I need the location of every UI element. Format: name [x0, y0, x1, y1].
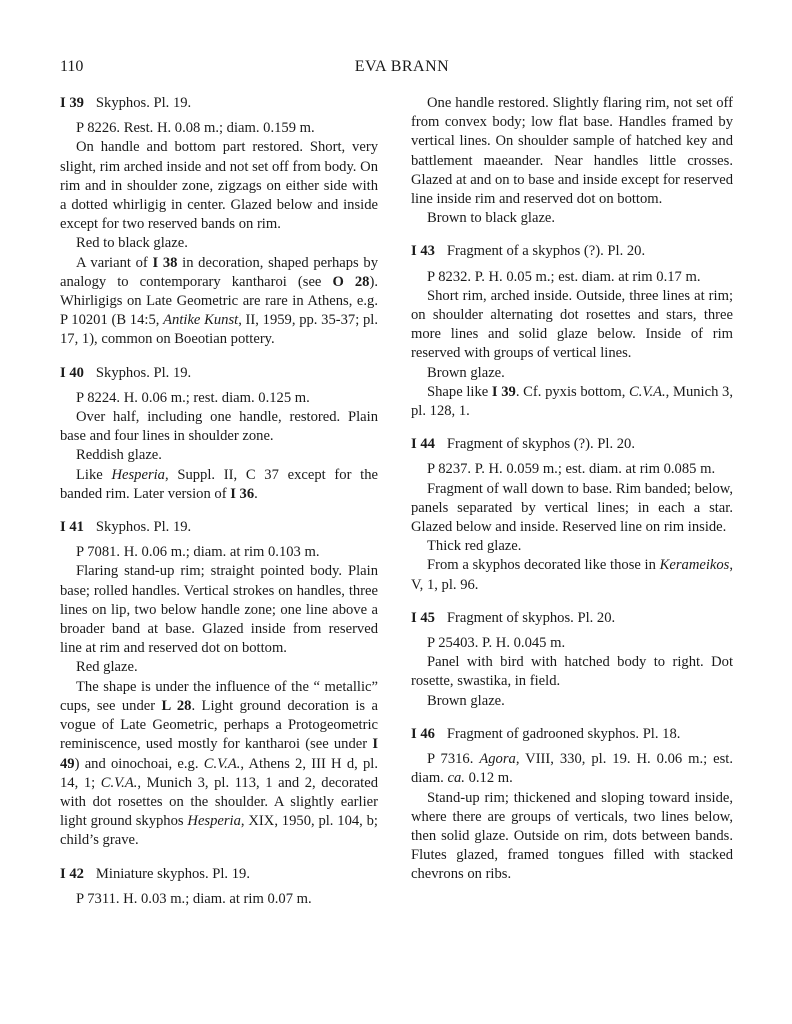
- description: One handle restored. Slightly flaring rim, not set off from convex body; low flat base. Handles framed by vertical lines. On shoulder sample of hatched key and battlement maeander. Near handles little crosses. Glazed at and on to base and inside except for reserved line inside rim and reserved dot on bottom.: [411, 95, 733, 208]
- entry-id: I 44: [411, 436, 435, 453]
- description: Over half, including one handle, restored. Plain base and four lines in shoulder zone.: [60, 409, 378, 445]
- entry-heading: [411, 435, 733, 454]
- entry-title: Skyphos. Pl. 19.: [95, 95, 192, 111]
- glaze: Red glaze.: [76, 659, 138, 676]
- inventory-line: P 7316. Agora, VIII, 330, pl. 19. H. 0.06 m.; est. diam. ca. 0.12 m.: [411, 751, 733, 787]
- glaze: Brown glaze.: [427, 364, 505, 381]
- commentary: A variant of I 38 in decoration, shaped perhaps by analogy to contemporary kantharoi (see O 28). Whirligigs on Late Geometric are rare in Athens, e.g. P 10201 (B 14:5, Antike Kunst, II, 1959, pp. 35-37; pl. 17, 1), common on Boeotian pottery.: [60, 254, 378, 348]
- entry-title: Miniature skyphos. Pl. 19.: [95, 865, 250, 882]
- catalogue-entry-i42-continued: [411, 94, 733, 228]
- catalogue-entry-i41: [60, 518, 378, 850]
- catalogue-entry-i44: [411, 435, 733, 595]
- entry-title: Skyphos. Pl. 19.: [95, 364, 192, 381]
- entry-id: I 41: [60, 519, 84, 536]
- entry-title: Fragment of gadrooned skyphos. Pl. 18.: [446, 725, 681, 742]
- entry-heading: [60, 518, 378, 537]
- inventory-line: P 8237. P. H. 0.059 m.; est. diam. at rim 0.085 m.: [427, 461, 716, 478]
- left-column: [60, 94, 378, 923]
- catalogue-entry-i42: [60, 865, 378, 909]
- entry-id: I 40: [60, 364, 84, 381]
- entry-title: Fragment of skyphos. Pl. 20.: [446, 609, 616, 626]
- commentary: The shape is under the influence of the “ metallic” cups, see under L 28. Light ground decoration is a vogue of Late Geometric, perhaps a Protogeometric reminiscence, used mostly for kantharoi (see under I 49) and oinochoai, e.g. C.V.A., Athens 2, III H d, pl. 14, 1; C.V.A., Munich 3, pl. 113, 1 and 2, decorated with dot rosettes on the shoulder. A slightly earlier light ground skyphos Hesperia, XIX, 1950, pl. 104, b; child’s grave.: [60, 678, 379, 849]
- page-header: [60, 58, 744, 78]
- glaze: Red to black glaze.: [76, 235, 188, 252]
- description: Flaring stand-up rim; straight pointed body. Plain base; rolled handles. Vertical strokes on handles, three lines on lip, two below handle zone; one line above a broader band at base. Glazed inside from reserved line at rim and reserved dot on bottom.: [60, 563, 378, 657]
- entry-heading: [411, 609, 733, 628]
- glaze: Brown glaze.: [427, 692, 505, 709]
- catalogue-entry-i45: [411, 609, 733, 711]
- entry-heading: [411, 242, 733, 261]
- inventory-line: P 25403. P. H. 0.045 m.: [427, 635, 566, 652]
- inventory-line: P 7081. H. 0.06 m.; diam. at rim 0.103 m.: [76, 544, 320, 561]
- catalogue-entry-i40: [60, 364, 378, 504]
- entry-heading: [411, 725, 733, 744]
- entry-title: Fragment of skyphos (?). Pl. 20.: [446, 436, 636, 453]
- entry-title: Skyphos. Pl. 19.: [95, 519, 192, 536]
- description: Short rim, arched inside. Outside, three lines at rim; on shoulder alternating dot rosettes and stars, three more lines and solid glaze below. Inside of rim reserved with groups of vertical lines.: [411, 287, 733, 362]
- page-number: 110: [60, 58, 84, 75]
- entry-id: I 43: [411, 243, 435, 260]
- catalogue-entry-i43: [411, 242, 733, 421]
- commentary: Like Hesperia, Suppl. II, C 37 except for the banded rim. Later version of I 36.: [60, 466, 378, 502]
- catalogue-entry-i46: [411, 725, 733, 885]
- entry-heading: [60, 94, 378, 113]
- inventory-line: P 7311. H. 0.03 m.; diam. at rim 0.07 m.: [76, 890, 312, 907]
- description: Panel with bird with hatched body to right. Dot rosette, swastika, in field.: [411, 654, 733, 690]
- glaze: Brown to black glaze.: [427, 210, 556, 227]
- entry-id: I 46: [411, 725, 435, 742]
- glaze: Reddish glaze.: [76, 447, 162, 464]
- entry-title: Fragment of a skyphos (?). Pl. 20.: [446, 243, 646, 260]
- catalogue-entry-i39: [60, 94, 378, 350]
- description: Stand-up rim; thickened and sloping toward inside, where there are groups of verticals, two lines below, then solid glaze. Outside on rim, dots between bands. Flutes glazed, framed tongues filled with stacked chevrons on ribs.: [411, 789, 733, 883]
- description: On handle and bottom part restored. Short, very slight, rim arched inside and not set off from body. On rim and in shoulder zone, zigzags on either side with a dotted whirligig in center. Glazed below and inside except for two reserved bands on rim.: [60, 139, 378, 233]
- inventory-line: P 8226. Rest. H. 0.08 m.; diam. 0.159 m.: [76, 120, 315, 137]
- entry-id: I 39: [60, 95, 84, 111]
- entry-id: I 42: [60, 865, 84, 882]
- glaze: Thick red glaze.: [427, 538, 522, 555]
- inventory-line: P 8224. H. 0.06 m.; rest. diam. 0.125 m.: [76, 389, 310, 406]
- entry-heading: [60, 364, 378, 383]
- description: Fragment of wall down to base. Rim banded; below, panels separated by vertical lines; in each a star. Glazed below and inside. Reserved line on rim inside.: [411, 480, 733, 536]
- entry-id: I 45: [411, 609, 435, 626]
- commentary: Shape like I 39. Cf. pyxis bottom, C.V.A., Munich 3, pl. 128, 1.: [411, 383, 733, 420]
- running-head: EVA BRANN: [354, 58, 450, 75]
- commentary: From a skyphos decorated like those in Kerameikos, V, 1, pl. 96.: [411, 557, 733, 593]
- inventory-line: P 8232. P. H. 0.05 m.; est. diam. at rim 0.17 m.: [427, 268, 701, 285]
- entry-heading: [60, 865, 378, 884]
- right-column: [411, 94, 733, 899]
